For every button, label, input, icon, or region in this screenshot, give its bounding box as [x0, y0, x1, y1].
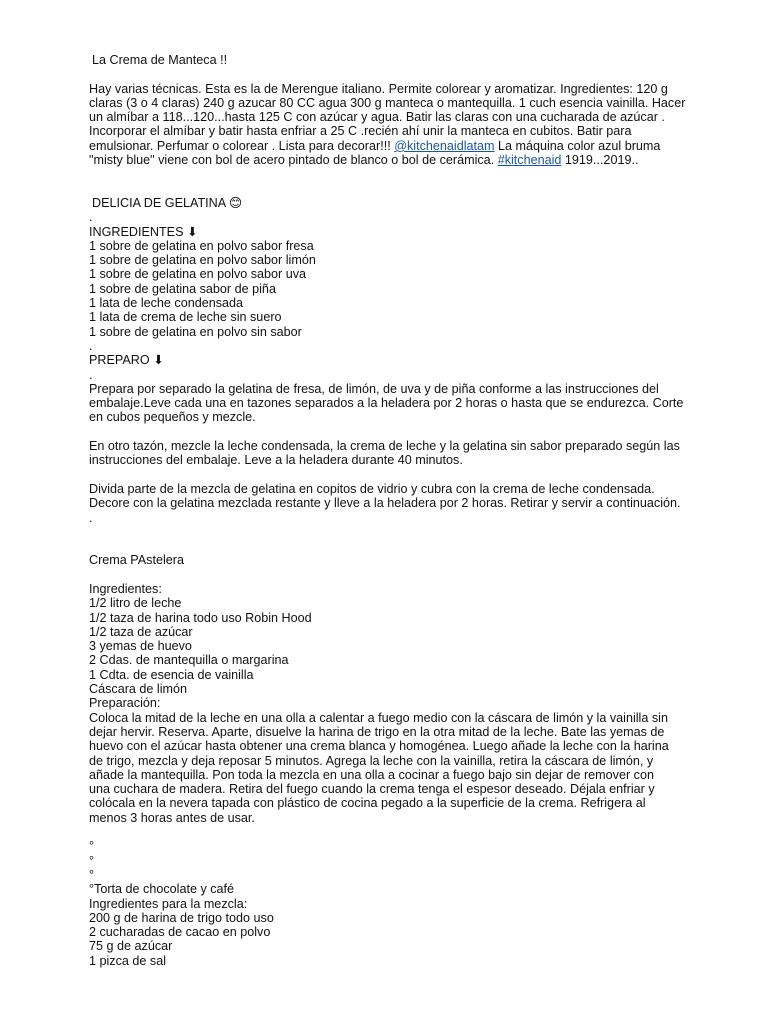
ingredient-item: 1/2 litro de leche [89, 596, 182, 611]
degree-mark: ° [89, 839, 95, 854]
ingredient-item: 75 g de azúcar [89, 939, 173, 954]
degree-mark: ° [89, 867, 95, 882]
gelatina-title: DELICIA DE GELATINA 😊 [92, 195, 243, 210]
degree-marks [89, 839, 709, 882]
torta-ingredients-label: Ingredientes para la mezcla: [89, 896, 248, 911]
manteca-paragraph-line: un almíbar a 118...120...hasta 125 C con azúcar y agua. Batir las claras con una cucharada de azúcar . [89, 110, 665, 125]
manteca-paragraph-line: claras (3 o 4 claras) 240 g azucar 80 CC agua 300 g manteca o mantequilla. 1 cuch esencia vainilla. Hacer [89, 95, 686, 110]
kitchenaidlatam-link[interactable]: @kitchenaidlatam [394, 138, 495, 153]
ingredient-item: 1 sobre de gelatina en polvo sabor uva [89, 267, 307, 282]
ingredient-item: 1 Cdta. de esencia de vainilla [89, 667, 254, 682]
ingredient-item: 1 lata de crema de leche sin suero [89, 310, 282, 325]
gelatina-ingredients-heading: INGREDIENTES ⬇ [89, 224, 198, 239]
kitchenaid-hashtag-link[interactable]: #kitchenaid [497, 153, 562, 168]
manteca-paragraph-line: Hay varias técnicas. Esta es la de Merengue italiano. Permite colorear y aromatizar. Ingredientes: 120 g [89, 81, 668, 96]
gelatina-prep-paragraph [89, 482, 709, 511]
pastelera-ingredients-label: Ingredientes: [89, 581, 162, 596]
ingredient-item: 1 sobre de gelatina en polvo sabor limón [89, 253, 316, 268]
gelatina-prep-heading: PREPARO ⬇ [89, 353, 164, 368]
ingredient-item: 1 sobre de gelatina en polvo sabor fresa [89, 238, 314, 253]
dot-separator: . [89, 210, 93, 225]
gelatina-prep-paragraph [89, 439, 709, 468]
ingredient-item: 200 g de harina de trigo todo uso [89, 910, 274, 925]
pastelera-prep-label: Preparación: [89, 696, 161, 711]
ingredient-item: 1 sobre de gelatina sabor de piña [89, 281, 276, 296]
paragraph-line: embalaje.Leve cada una en tazones separados a la heladera por 2 horas o hasta que se endurezca. Corte [89, 396, 684, 411]
paragraph-line: una cuchara de madera. Retira del fuego cuando la crema tenga el espesor deseado. Déjala enfriar y [89, 782, 655, 797]
paragraph-line: colócala en la nevera tapada con plástico de cocina pegado a la superficie de la crema. Refrigera al [89, 796, 646, 811]
paragraph-line: Decore con la gelatina mezclada restante y lleve a la heladera por 2 horas. Retirar y servir a continuación. [89, 496, 681, 511]
paragraph-line: Divida parte de la mezcla de gelatina en copitos de vidrio y cubra con la crema de leche condensada. [89, 481, 655, 496]
ingredient-item: 3 yemas de huevo [89, 639, 192, 654]
dot-separator: . [89, 510, 93, 525]
ingredient-item: 1 sobre de gelatina en polvo sin sabor [89, 324, 302, 339]
pastelera-title: Crema PAstelera [89, 553, 184, 568]
torta-ingredients-list [89, 911, 709, 968]
ingredient-item: 1 pizca de sal [89, 953, 167, 968]
paragraph-line: Coloca la mitad de la leche en una olla a calentar a fuego medio con la cáscara de limón y la vainilla sin [89, 710, 668, 725]
pastelera-prep-paragraph [89, 711, 709, 825]
dot-separator: . [89, 367, 93, 382]
ingredient-item: 1 lata de leche condensada [89, 296, 244, 311]
gelatina-prep-paragraph [89, 382, 709, 425]
paragraph-line: dejar hervir. Reserva. Aparte, disuelve la harina de trigo en la otra mitad de la leche. Bate las yemas de [89, 724, 665, 739]
manteca-paragraph-line: Incorporar el almíbar y batir hasta enfriar a 25 C .recién ahí unir la manteca en cubitos. Batir para [89, 124, 632, 139]
manteca-title: La Crema de Manteca !! [92, 53, 228, 67]
manteca-paragraph-line: "misty blue" viene con bol de acero pintado de blanco o bol de cerámica. #kitchenaid 1919...2019.. [89, 153, 639, 168]
paragraph-line: huevo con el azúcar hasta obtener una crema blanca y homogénea. Luego añade la leche con la harina [89, 739, 669, 754]
document-page [89, 53, 709, 968]
pastelera-ingredients-list [89, 596, 709, 696]
dot-separator: . [89, 338, 93, 353]
paragraph-line: instrucciones del embalaje. Leve a la heladera durante 40 minutos. [89, 453, 463, 468]
manteca-paragraph-line: emulsionar. Perfumar o colorear . Lista para decorar!!! @kitchenaidlatam La máquina color azul bruma [89, 138, 661, 153]
ingredient-item: 2 Cdas. de mantequilla o margarina [89, 653, 289, 668]
paragraph-line: En otro tazón, mezcle la leche condensada, la crema de leche y la gelatina sin sabor preparado según las [89, 439, 680, 454]
paragraph-line: añade la mantequilla. Pon toda la mezcla en una olla a cocinar a fuego bajo sin dejar de remover con [89, 767, 654, 782]
degree-mark: ° [89, 853, 95, 868]
paragraph-line: en cubos pequeños y mezcle. [89, 410, 256, 425]
ingredient-item: Cáscara de limón [89, 682, 187, 697]
ingredient-item: 2 cucharadas de cacao en polvo [89, 925, 271, 940]
gelatina-ingredients-list [89, 239, 709, 339]
paragraph-line: de trigo, mezcla y deja reposar 5 minutos. Agrega la leche con la vainilla, retira la cáscara de limón, y [89, 753, 654, 768]
ingredient-item: 1/2 taza de azúcar [89, 624, 193, 639]
ingredient-item: 1/2 taza de harina todo uso Robin Hood [89, 610, 312, 625]
paragraph-line: Prepara por separado la gelatina de fresa, de limón, de uva y de piña conforme a las instrucciones del [89, 381, 659, 396]
torta-title: °Torta de chocolate y café [89, 882, 235, 897]
paragraph-line: menos 3 horas antes de usar. [89, 810, 255, 825]
